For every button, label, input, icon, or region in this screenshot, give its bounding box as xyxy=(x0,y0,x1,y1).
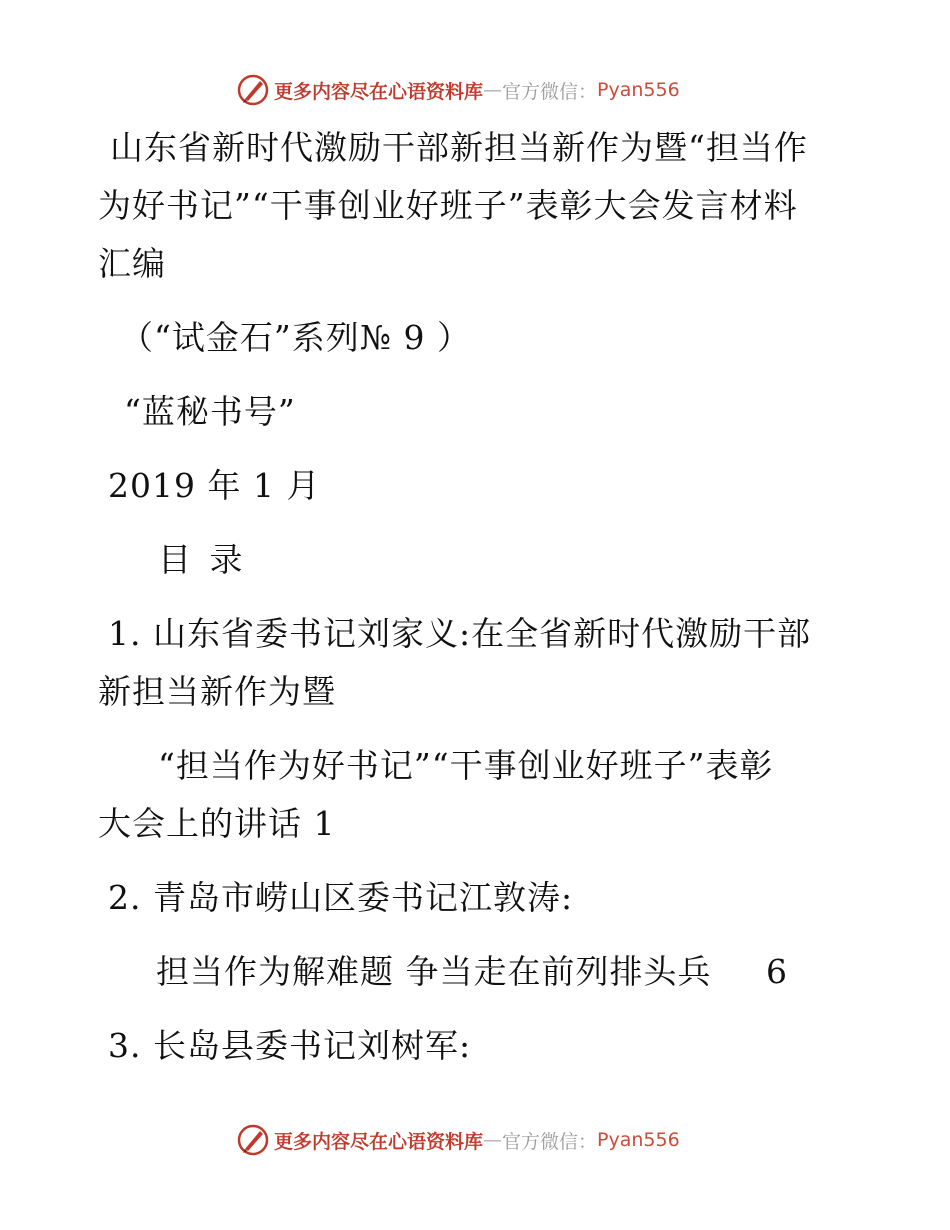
quill-logo-icon xyxy=(236,1123,270,1157)
watermark-dash: — xyxy=(483,1129,503,1151)
series-label: （“试金石”系列№ 9 ） xyxy=(120,318,471,357)
watermark-wechat-id: Pyan556 xyxy=(597,1129,680,1151)
toc-heading: 目 录 xyxy=(158,540,247,579)
watermark-site-text: 更多内容尽在心语资料库 xyxy=(274,80,484,103)
title-line-1: 山东省新时代激励干部新担当新作为暨“担当作 xyxy=(110,128,808,167)
watermark-header xyxy=(236,72,680,108)
date-label: 2019 年 1 月 xyxy=(108,466,321,505)
toc-item-1-line-1[interactable]: 1. 山东省委书记刘家义:在全省新时代激励干部 xyxy=(108,614,812,653)
title-line-3: 汇编 xyxy=(98,244,166,283)
toc-item-2-line-2[interactable]: 担当作为解难题 争当走在前列排头兵 xyxy=(156,952,712,991)
toc-item-1-line-4[interactable]: 大会上的讲话 1 xyxy=(98,804,336,843)
quill-logo-icon xyxy=(236,73,270,107)
toc-item-2-page: 6 xyxy=(766,952,788,991)
watermark-official-text: 官方微信： xyxy=(502,80,598,103)
toc-item-3-line-1[interactable]: 3. 长岛县委书记刘树军: xyxy=(108,1026,472,1065)
watermark-wechat-id: Pyan556 xyxy=(597,79,680,101)
publisher-label: “蓝秘书号” xyxy=(124,392,296,431)
watermark-site-text: 更多内容尽在心语资料库 xyxy=(274,1130,484,1153)
title-line-2: 为好书记”“干事创业好班子”表彰大会发言材料 xyxy=(98,186,798,225)
toc-item-1-line-3[interactable]: “担当作为好书记”“干事创业好班子”表彰 xyxy=(158,746,774,785)
watermark-dash: — xyxy=(483,79,503,101)
toc-item-1-line-2[interactable]: 新担当新作为暨 xyxy=(98,672,336,711)
toc-item-2-line-1[interactable]: 2. 青岛市崂山区委书记江敦涛: xyxy=(108,878,574,917)
watermark-footer xyxy=(236,1122,680,1158)
watermark-official-text: 官方微信： xyxy=(502,1130,598,1153)
